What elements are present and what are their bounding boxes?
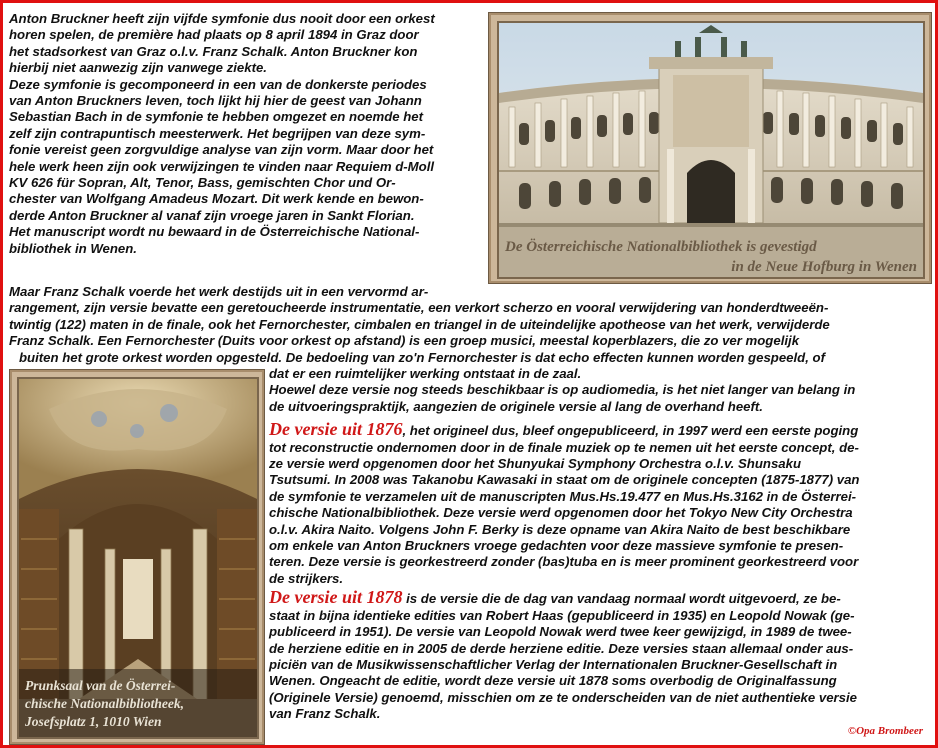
caption-line: in de Neue Hofburg in Wenen bbox=[731, 259, 917, 275]
version-1876-heading: De versie uit 1876 bbox=[269, 419, 403, 440]
caption-line: Prunksaal van de Österrei- bbox=[25, 678, 176, 693]
caption-line: De Österreichische Nationalbibliothek is gevestigd bbox=[505, 239, 817, 255]
intro-paragraph bbox=[9, 11, 487, 257]
text-line: dat er een ruimtelijker werking ontstaat in de zaal. bbox=[269, 366, 582, 381]
schalk-paragraph bbox=[9, 284, 929, 366]
version-1876-first-line bbox=[269, 421, 931, 439]
text-line: chester van Wolfgang Amadeus Mozart. Dit werk kende en bewon- bbox=[9, 191, 424, 207]
text-line: de strijkers. bbox=[269, 570, 344, 586]
text-line: de uitvoeringspraktijk, aangezien de originele versie al lang de overhand heeft. bbox=[269, 398, 763, 414]
prunksaal-caption bbox=[25, 677, 253, 731]
text-line: o.l.v. Akira Naito. Volgens John F. Berky is deze opname van Akira Naito de best beschikbare bbox=[269, 521, 851, 537]
text-line: het stadsorkest van Graz o.l.v. Franz Schalk. Anton Bruckner kon bbox=[9, 43, 418, 59]
version-1878-heading: De versie uit 1878 bbox=[269, 587, 403, 608]
text-line: Sebastian Bach in de symfonie te hebben omgezet en noemde het bbox=[9, 109, 424, 125]
hofburg-photo-frame bbox=[488, 12, 932, 284]
text-line: buiten het grote orkest worden opgesteld. De bedoeling van zo'n Fernorchester is dat echo effecten kunnen worden gespeeld, of bbox=[19, 349, 825, 365]
text-line: rangement, zijn versie bevatte een geretoucheerde instrumentatie, een verkort scherzo en vooral verwijdering van honderdtweeën- bbox=[9, 300, 829, 316]
text-line: twintig (122) maten in de finale, ook het Fernorchester, cimbalen en triangel in de uiteindelijke apotheose van het werk, verwijderde bbox=[9, 316, 830, 332]
hofburg-photo bbox=[497, 21, 925, 279]
text-line: chische Nationalbibliothek. Deze versie werd opgenomen door het Tokyo New City Orchestra bbox=[269, 505, 853, 521]
text-line: piciën van de Musikwissenschaftlicher Verlag der Internationalen Bruckner-Gesellschaft in bbox=[269, 656, 838, 672]
text-line: Tsutsumi. In 2008 was Takanobu Kawasaki in staat om de originele concepten (1875-1877) van bbox=[269, 472, 860, 488]
text-line: tot reconstructie ondernomen door in de finale muziek op te nemen uit het eerste concept, de- bbox=[269, 439, 859, 455]
text-line: van Franz Schalk. bbox=[269, 706, 381, 722]
text-line: horen spelen, de première had plaats op 8 april 1894 in Graz door bbox=[9, 27, 419, 43]
text-line: fonie vereist geen zorgvuldige analyse van zijn vorm. Maar door het bbox=[9, 142, 434, 158]
text-line: Het manuscript wordt nu bewaard in de Österreichische National- bbox=[9, 224, 420, 240]
prunksaal-photo-frame bbox=[9, 369, 265, 745]
text-line: bibliothek in Wenen. bbox=[9, 240, 137, 256]
caption-line: chische Nationalbibliotheek, bbox=[25, 696, 185, 711]
right-column bbox=[269, 366, 931, 723]
text-line: hele werk heen zijn ook verwijzingen te vinden naar Requiem d-Moll bbox=[9, 158, 435, 174]
author-signature: ©Opa Brombeer bbox=[847, 725, 923, 737]
hofburg-caption bbox=[505, 237, 917, 277]
text-line: Wenen. Ongeacht de editie, wordt deze versie uit 1878 soms overbodig de Originalfassung bbox=[269, 673, 837, 689]
text-line: Hoewel deze versie nog steeds beschikbaar is op audiomedia, is het niet langer van belang in bbox=[269, 382, 856, 398]
text-line: ze versie werd opgenomen door het Shunyukai Symphony Orchestra o.l.v. Shunsaku bbox=[269, 456, 802, 472]
version-1876-intro-text: , het origineel dus, bleef ongepubliceerd, in 1997 werd een eerste poging bbox=[402, 423, 859, 439]
text-line: de herziene editie en in 2005 de derde herziene editie. Deze versies staan allemaal onder aus- bbox=[269, 640, 854, 656]
text-line: zelf zijn contrapuntisch meesterwerk. Het begrijpen van deze sym- bbox=[9, 125, 426, 141]
text-line: Anton Bruckner heeft zijn vijfde symfonie dus nooit door een orkest bbox=[9, 11, 435, 26]
text-line: de symfonie te verzamelen uit de manuscripten Mus.Hs.19.477 en Mus.Hs.3162 in de Österrei- bbox=[269, 488, 857, 504]
text-line: KV 626 für Sopran, Alt, Tenor, Bass, gemischten Chor und Or- bbox=[9, 175, 396, 191]
text-line: Franz Schalk. Een Fernorchester (Duits voor orkest op afstand) is een groep musici, meestal koperblazers, die zo ver mogelijk bbox=[9, 333, 800, 349]
text-line: van Anton Bruckners leven, toch lijkt hij hier de geest van Johann bbox=[9, 93, 422, 109]
text-line: derde Anton Bruckner al vanaf zijn vroege jaren in Sankt Florian. bbox=[9, 207, 415, 223]
text-line: om enkele van Anton Bruckners vroege gedachten voor deze massieve symfonie te presen- bbox=[269, 538, 844, 554]
version-1878-first-line bbox=[269, 589, 931, 607]
text-line: hierbij niet aanwezig zijn vanwege ziekte. bbox=[9, 60, 267, 76]
text-line: (Originele Versie) genoemd, misschien om ze te onderscheiden van de niet authentieke versie bbox=[269, 689, 858, 705]
text-line: Maar Franz Schalk voerde het werk destijds uit in een vervormd ar- bbox=[9, 284, 429, 299]
text-line: staat in bijna identieke edities van Robert Haas (gepubliceerd in 1935) en Leopold Nowak (ge- bbox=[269, 607, 855, 623]
version-1878-intro-text: is de versie die de dag van vandaag normaal wordt uitgevoerd, ze be- bbox=[402, 591, 841, 607]
prunksaal-photo bbox=[17, 377, 259, 739]
text-line: teren. Deze versie is georkestreerd zonder (bas)tuba en is meer prominent georkestreerd voor bbox=[269, 554, 859, 570]
text-line: publiceerd in 1951). De versie van Leopold Nowak werd twee keer gewijzigd, in 1989 de twee- bbox=[269, 624, 852, 640]
caption-line: Josefsplatz 1, 1010 Wien bbox=[25, 714, 162, 729]
text-line: Deze symfonie is gecomponeerd in een van de donkerste periodes bbox=[9, 76, 427, 92]
